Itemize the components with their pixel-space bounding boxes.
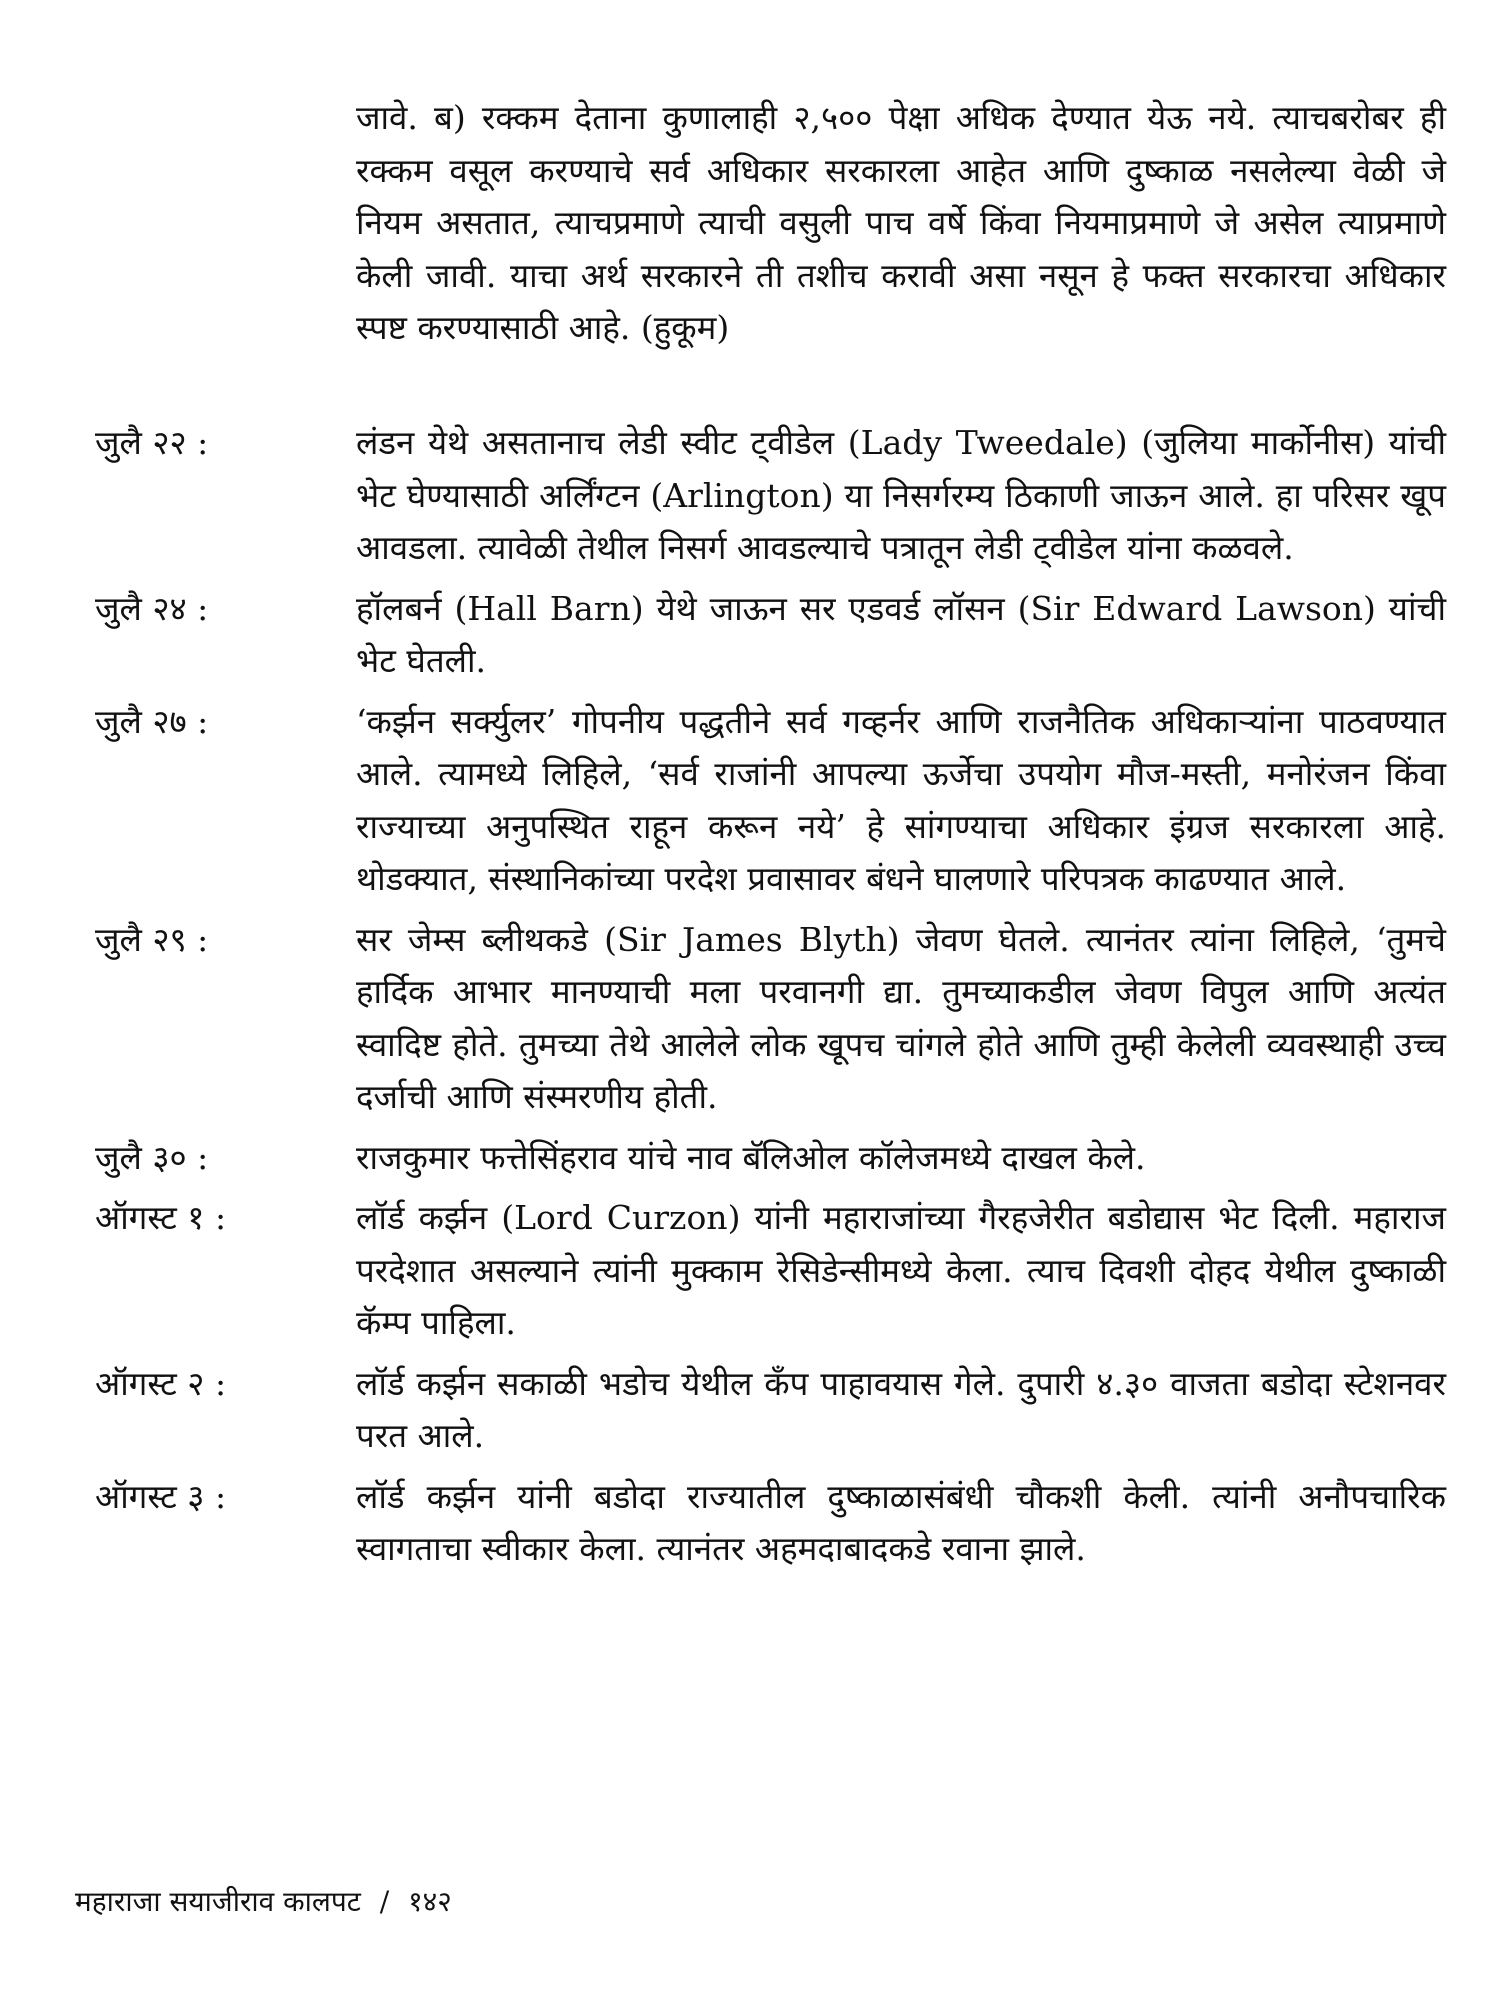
entry-date: ऑगस्ट १ : — [95, 1198, 227, 1237]
chronology-entries — [95, 417, 1446, 1584]
page-footer — [75, 1884, 452, 1920]
entry-date: जुलै २२ : — [95, 423, 209, 462]
footer-separator: / — [379, 1885, 390, 1918]
entry-text: ‘कर्झन सर्क्युलर’ गोपनीय पद्धतीने सर्व गव्हर्नर आणि राजनैतिक अधिकाऱ्यांना पाठवण्यात आले. त्यामध्ये लिहिले, ‘सर्व राजांनी आपल्या ऊर्जेचा उपयोग मौज-मस्ती, मनोरंजन किंवा राज्याच्या अनुपस्थित राहून करून नये’ हे सांगण्याचा अधिकार इंग्रज सरकारला आहे. थोडक्यात, संस्थानिकांच्या परदेश प्रवासावर बंधने घालणारे परिपत्रक काढण्यात आले. — [356, 701, 1446, 898]
entry-july-24 — [95, 583, 1446, 688]
entry-text: लॉर्ड कर्झन सकाळी भडोच येथील कँप पाहावयास गेले. दुपारी ४.३० वाजता बडोदा स्टेशनवर परत आले. — [356, 1363, 1446, 1455]
entry-date: ऑगस्ट ३ : — [95, 1476, 227, 1516]
entry-july-29 — [95, 914, 1446, 1124]
entry-date: जुलै २७ : — [95, 701, 209, 741]
entry-july-30 — [95, 1132, 1446, 1185]
entry-july-22 — [95, 417, 1446, 575]
footer-page-number: १४२ — [408, 1885, 452, 1918]
entry-text: राजकुमार फत्तेसिंहराव यांचे नाव बॅलिओल कॉलेजमध्ये दाखल केले. — [356, 1137, 1146, 1177]
footer-book-title: महाराजा सयाजीराव कालपट — [75, 1885, 361, 1918]
entry-date: ऑगस्ट २ : — [95, 1363, 227, 1403]
entry-date: जुलै २९ : — [95, 919, 209, 959]
entry-august-3 — [95, 1471, 1446, 1576]
entry-text: लंडन येथे असतानाच लेडी स्वीट ट्वीडेल (Lady Tweedale) (जुलिया मार्कोनीस) यांची भेट घेण्यासाठी अर्लिंग्टन (Arlington) या निसर्गरम्य ठिकाणी जाऊन आले. हा परिसर खूप आवडला. त्यावेळी तेथील निसर्ग आवडल्याचे पत्रातून लेडी ट्वीडेल यांना कळवले. — [356, 423, 1446, 567]
entry-date: जुलै २४ : — [95, 588, 209, 628]
entry-text: लॉर्ड कर्झन यांनी बडोदा राज्यातील दुष्काळासंबंधी चौकशी केली. त्यांनी अनौपचारिक स्वागताचा स्वीकार केला. त्यानंतर अहमदाबादकडे रवाना झाले. — [356, 1476, 1446, 1568]
entry-august-2 — [95, 1358, 1446, 1463]
entry-text: सर जेम्स ब्लीथकडे (Sir James Blyth) जेवण घेतले. त्यानंतर त्यांना लिहिले, ‘तुमचे हार्दिक आभार मानण्याची मला परवानगी द्या. तुमच्याकडील जेवण विपुल आणि अत्यंत स्वादिष्ट होते. तुमच्या तेथे आलेले लोक खूपच चांगले होते आणि तुम्ही केलेली व्यवस्थाही उच्च दर्जाची आणि संस्मरणीय होती. — [356, 919, 1447, 1116]
entry-august-1 — [95, 1192, 1446, 1350]
intro-paragraph: जावे. ब) रक्कम देताना कुणालाही २,५०० पेक्षा अधिक देण्यात येऊ नये. त्याचबरोबर ही रक्कम वसूल करण्याचे सर्व अधिकार सरकारला आहेत आणि दुष्काळ नसलेल्या वेळी जे नियम असतात, त्याचप्रमाणे त्याची वसुली पाच वर्षे किंवा नियमाप्रमाणे जे असेल त्याप्रमाणे केली जावी. याचा अर्थ सरकारने ती तशीच करावी असा नसून हे फक्त सरकारचा अधिकार स्पष्ट करण्यासाठी आहे. (हुकूम) — [356, 98, 1446, 347]
entry-july-27 — [95, 696, 1446, 906]
entry-text: हॉलबर्न (Hall Barn) येथे जाऊन सर एडवर्ड लॉसन (Sir Edward Lawson) यांची भेट घेतली. — [356, 588, 1446, 680]
entry-date: जुलै ३० : — [95, 1137, 209, 1177]
entry-text: लॉर्ड कर्झन (Lord Curzon) यांनी महाराजांच्या गैरहजेरीत बडोद्यास भेट दिली. महाराज परदेशात असल्याने त्यांनी मुक्काम रेसिडेन्सीमध्ये केला. त्याच दिवशी दोहद येथील दुष्काळी कॅम्प पाहिला. — [356, 1198, 1446, 1342]
